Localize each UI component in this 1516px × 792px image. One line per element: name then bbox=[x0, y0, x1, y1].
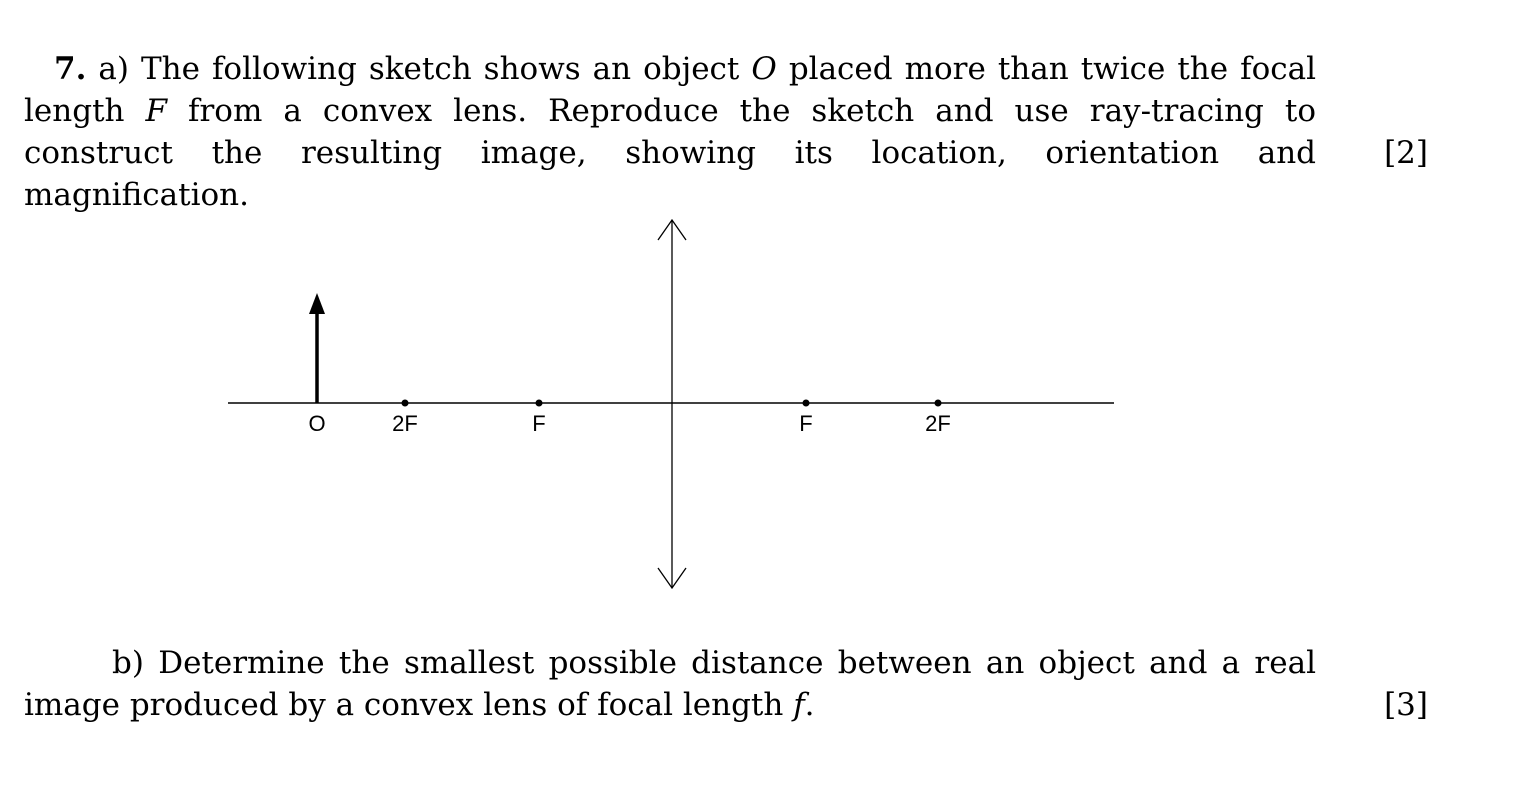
part-a-segment-0: a) The following sketch shows an object bbox=[86, 51, 752, 87]
right-2f-label: 2F bbox=[925, 411, 951, 436]
object-arrow bbox=[309, 293, 325, 403]
part-a-segment-2: placed more than twice the focal length bbox=[24, 51, 1316, 129]
right-f-label: F bbox=[799, 411, 813, 436]
part-b-marks: [3] bbox=[1384, 687, 1428, 723]
right-f-point bbox=[803, 400, 810, 407]
left-f-point bbox=[536, 400, 543, 407]
question-number: 7. bbox=[54, 51, 87, 87]
part-a-segment-4: from a convex lens. Reproduce the sketch and use ray-tracing to construct the resulting image, showing its location, orientation and magnification. bbox=[24, 93, 1316, 213]
part-a-symbol-f: F bbox=[145, 93, 168, 129]
part-a-symbol-o: O bbox=[751, 51, 777, 87]
object-label: O bbox=[308, 411, 326, 436]
question-7b-text bbox=[24, 642, 1316, 726]
convex-lens bbox=[658, 220, 686, 588]
part-a-marks: [2] bbox=[1384, 135, 1428, 171]
part-b-segment-2: . bbox=[804, 687, 815, 723]
part-b-segment-0: b) Determine the smallest possible distance between an object and a real image produced by a convex lens of focal length bbox=[24, 645, 1316, 723]
object-arrow-head bbox=[309, 293, 325, 314]
part-b-symbol-f: f bbox=[793, 687, 805, 723]
left-2f-point bbox=[402, 400, 409, 407]
left-2f-label: 2F bbox=[392, 411, 418, 436]
left-f-label: F bbox=[532, 411, 546, 436]
right-2f-point bbox=[935, 400, 942, 407]
